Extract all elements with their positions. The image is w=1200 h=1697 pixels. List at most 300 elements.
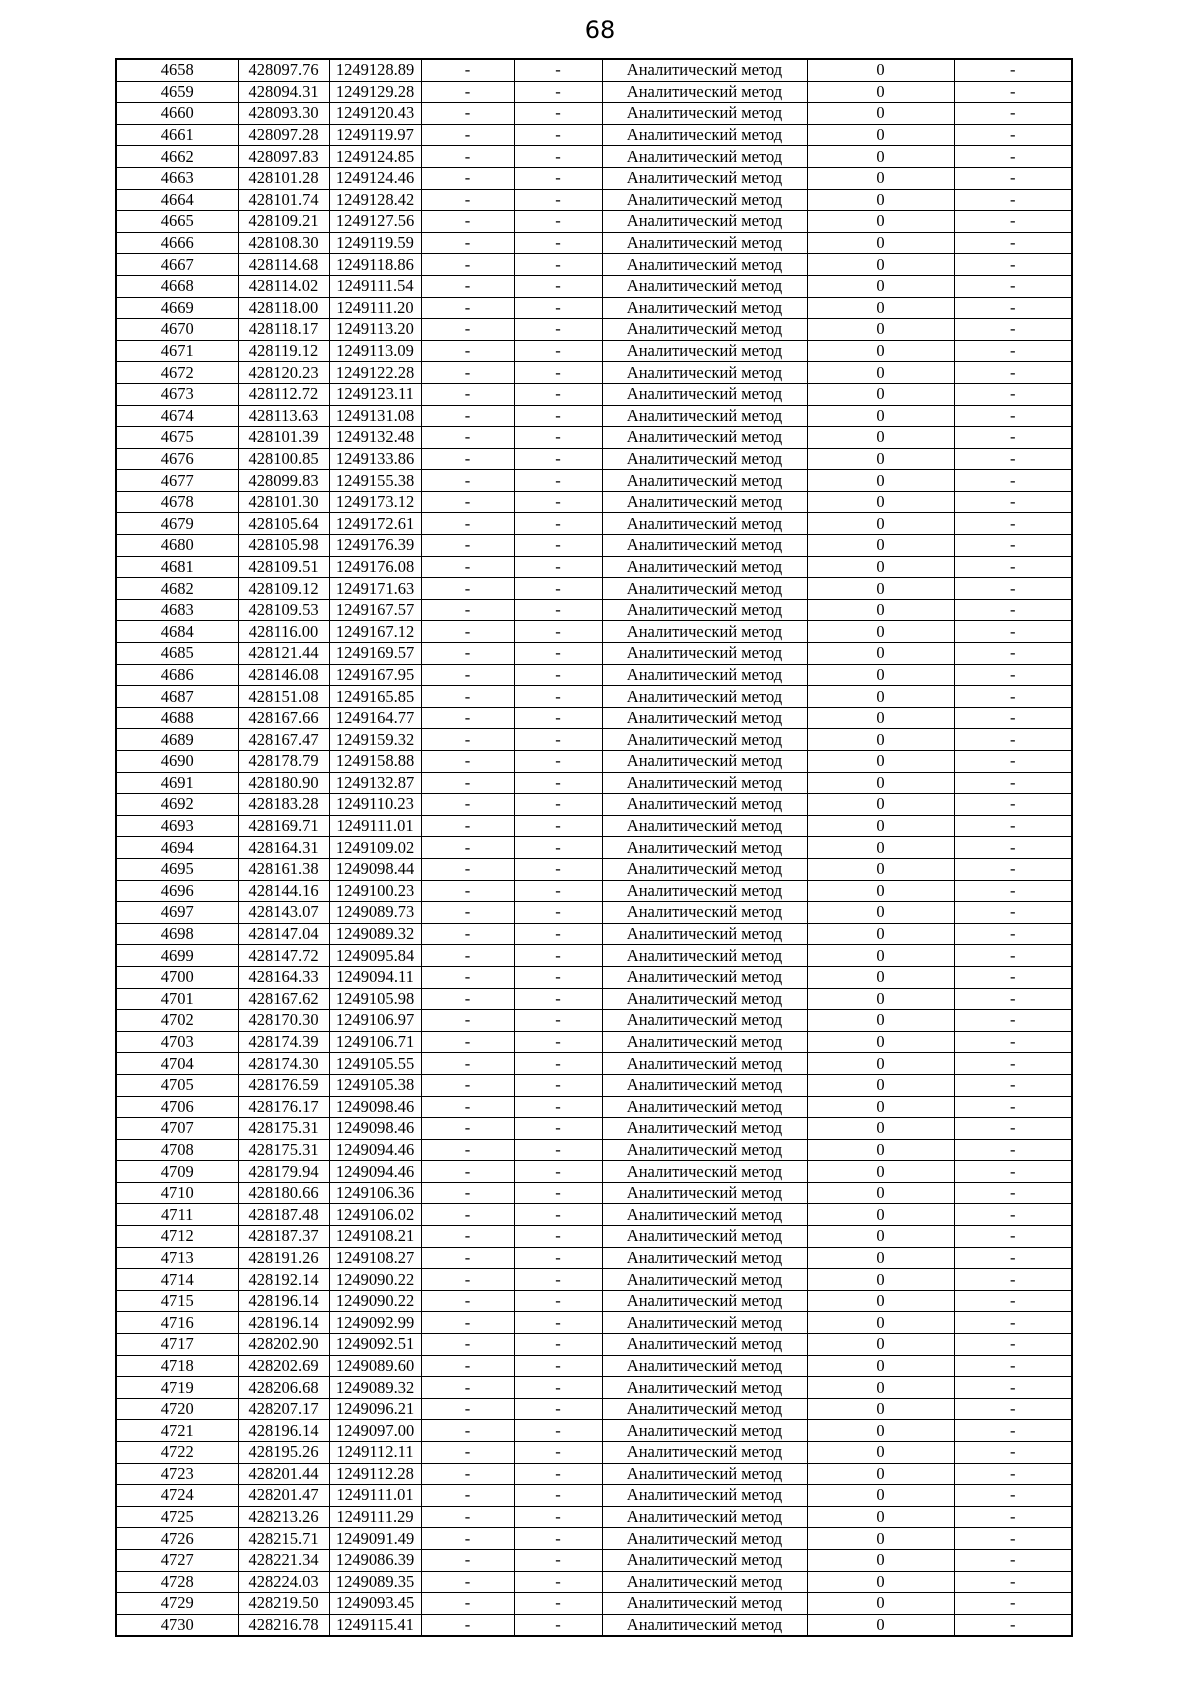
table-row: [116, 1593, 1072, 1615]
column-8-cell: -: [954, 1010, 1072, 1032]
table-row: [116, 902, 1072, 924]
column-4-cell: -: [421, 513, 514, 535]
table-row: [116, 1031, 1072, 1053]
column-5-cell: -: [514, 146, 602, 168]
y-coordinate-cell: 1249169.57: [329, 643, 421, 665]
point-number-cell: 4661: [116, 124, 238, 146]
y-coordinate-cell: 1249123.11: [329, 383, 421, 405]
accuracy-cell: 0: [807, 405, 954, 427]
y-coordinate-cell: 1249090.22: [329, 1269, 421, 1291]
column-5-cell: -: [514, 470, 602, 492]
column-4-cell: -: [421, 491, 514, 513]
column-4-cell: -: [421, 1355, 514, 1377]
y-coordinate-cell: 1249158.88: [329, 751, 421, 773]
table-row: [116, 1226, 1072, 1248]
table-row: [116, 81, 1072, 103]
x-coordinate-cell: 428175.31: [238, 1118, 329, 1140]
point-number-cell: 4669: [116, 297, 238, 319]
x-coordinate-cell: 428105.98: [238, 535, 329, 557]
column-4-cell: -: [421, 707, 514, 729]
y-coordinate-cell: 1249132.87: [329, 772, 421, 794]
accuracy-cell: 0: [807, 1118, 954, 1140]
x-coordinate-cell: 428178.79: [238, 751, 329, 773]
column-4-cell: -: [421, 470, 514, 492]
table-row: [116, 1528, 1072, 1550]
column-8-cell: -: [954, 1312, 1072, 1334]
accuracy-cell: 0: [807, 1593, 954, 1615]
column-4-cell: -: [421, 232, 514, 254]
accuracy-cell: 0: [807, 707, 954, 729]
accuracy-cell: 0: [807, 794, 954, 816]
x-coordinate-cell: 428108.30: [238, 232, 329, 254]
column-4-cell: -: [421, 1334, 514, 1356]
column-4-cell: -: [421, 880, 514, 902]
column-8-cell: -: [954, 858, 1072, 880]
point-number-cell: 4665: [116, 211, 238, 233]
accuracy-cell: 0: [807, 1161, 954, 1183]
accuracy-cell: 0: [807, 751, 954, 773]
point-number-cell: 4668: [116, 275, 238, 297]
table-row: [116, 1312, 1072, 1334]
y-coordinate-cell: 1249164.77: [329, 707, 421, 729]
accuracy-cell: 0: [807, 146, 954, 168]
accuracy-cell: 0: [807, 578, 954, 600]
column-5-cell: -: [514, 297, 602, 319]
column-8-cell: -: [954, 470, 1072, 492]
column-4-cell: -: [421, 297, 514, 319]
point-number-cell: 4724: [116, 1485, 238, 1507]
y-coordinate-cell: 1249167.95: [329, 664, 421, 686]
column-5-cell: -: [514, 59, 602, 81]
method-cell: Аналитический метод: [602, 1312, 807, 1334]
table-row: [116, 189, 1072, 211]
point-number-cell: 4676: [116, 448, 238, 470]
point-number-cell: 4667: [116, 254, 238, 276]
column-5-cell: -: [514, 103, 602, 125]
column-4-cell: -: [421, 254, 514, 276]
x-coordinate-cell: 428215.71: [238, 1528, 329, 1550]
table-row: [116, 794, 1072, 816]
column-8-cell: -: [954, 988, 1072, 1010]
method-cell: Аналитический метод: [602, 1377, 807, 1399]
y-coordinate-cell: 1249092.99: [329, 1312, 421, 1334]
accuracy-cell: 0: [807, 232, 954, 254]
point-number-cell: 4727: [116, 1549, 238, 1571]
accuracy-cell: 0: [807, 1312, 954, 1334]
column-8-cell: -: [954, 254, 1072, 276]
column-5-cell: -: [514, 837, 602, 859]
accuracy-cell: 0: [807, 1571, 954, 1593]
x-coordinate-cell: 428202.69: [238, 1355, 329, 1377]
column-8-cell: -: [954, 1463, 1072, 1485]
x-coordinate-cell: 428109.53: [238, 599, 329, 621]
column-8-cell: -: [954, 1614, 1072, 1636]
column-5-cell: -: [514, 1226, 602, 1248]
method-cell: Аналитический метод: [602, 1074, 807, 1096]
point-number-cell: 4693: [116, 815, 238, 837]
method-cell: Аналитический метод: [602, 837, 807, 859]
table-row: [116, 923, 1072, 945]
column-5-cell: -: [514, 1096, 602, 1118]
method-cell: Аналитический метод: [602, 254, 807, 276]
method-cell: Аналитический метод: [602, 491, 807, 513]
column-8-cell: -: [954, 923, 1072, 945]
y-coordinate-cell: 1249111.01: [329, 1485, 421, 1507]
column-5-cell: -: [514, 189, 602, 211]
table-row: [116, 513, 1072, 535]
accuracy-cell: 0: [807, 643, 954, 665]
column-5-cell: -: [514, 686, 602, 708]
y-coordinate-cell: 1249111.20: [329, 297, 421, 319]
table-row: [116, 275, 1072, 297]
point-number-cell: 4713: [116, 1247, 238, 1269]
column-4-cell: -: [421, 275, 514, 297]
column-8-cell: -: [954, 751, 1072, 773]
y-coordinate-cell: 1249110.23: [329, 794, 421, 816]
point-number-cell: 4721: [116, 1420, 238, 1442]
column-5-cell: -: [514, 729, 602, 751]
column-8-cell: -: [954, 1549, 1072, 1571]
x-coordinate-cell: 428169.71: [238, 815, 329, 837]
point-number-cell: 4720: [116, 1398, 238, 1420]
point-number-cell: 4664: [116, 189, 238, 211]
method-cell: Аналитический метод: [602, 1247, 807, 1269]
table-row: [116, 1053, 1072, 1075]
column-4-cell: -: [421, 1420, 514, 1442]
accuracy-cell: 0: [807, 1074, 954, 1096]
y-coordinate-cell: 1249086.39: [329, 1549, 421, 1571]
column-5-cell: -: [514, 1571, 602, 1593]
x-coordinate-cell: 428224.03: [238, 1571, 329, 1593]
accuracy-cell: 0: [807, 1247, 954, 1269]
column-4-cell: -: [421, 1161, 514, 1183]
column-8-cell: -: [954, 1139, 1072, 1161]
column-5-cell: -: [514, 1031, 602, 1053]
table-row: [116, 815, 1072, 837]
point-number-cell: 4695: [116, 858, 238, 880]
point-number-cell: 4717: [116, 1334, 238, 1356]
table-row: [116, 319, 1072, 341]
column-4-cell: -: [421, 643, 514, 665]
column-4-cell: -: [421, 1614, 514, 1636]
column-8-cell: -: [954, 556, 1072, 578]
x-coordinate-cell: 428100.85: [238, 448, 329, 470]
column-8-cell: -: [954, 340, 1072, 362]
x-coordinate-cell: 428196.14: [238, 1420, 329, 1442]
method-cell: Аналитический метод: [602, 470, 807, 492]
x-coordinate-cell: 428174.39: [238, 1031, 329, 1053]
method-cell: Аналитический метод: [602, 1571, 807, 1593]
column-8-cell: -: [954, 1096, 1072, 1118]
column-8-cell: -: [954, 124, 1072, 146]
column-5-cell: -: [514, 772, 602, 794]
column-5-cell: -: [514, 643, 602, 665]
table-row: [116, 729, 1072, 751]
x-coordinate-cell: 428183.28: [238, 794, 329, 816]
column-8-cell: -: [954, 664, 1072, 686]
point-number-cell: 4672: [116, 362, 238, 384]
point-number-cell: 4658: [116, 59, 238, 81]
column-5-cell: -: [514, 621, 602, 643]
point-number-cell: 4660: [116, 103, 238, 125]
column-5-cell: -: [514, 1593, 602, 1615]
method-cell: Аналитический метод: [602, 1355, 807, 1377]
x-coordinate-cell: 428170.30: [238, 1010, 329, 1032]
accuracy-cell: 0: [807, 1614, 954, 1636]
method-cell: Аналитический метод: [602, 1118, 807, 1140]
column-4-cell: -: [421, 988, 514, 1010]
y-coordinate-cell: 1249171.63: [329, 578, 421, 600]
column-5-cell: -: [514, 1161, 602, 1183]
x-coordinate-cell: 428206.68: [238, 1377, 329, 1399]
x-coordinate-cell: 428161.38: [238, 858, 329, 880]
x-coordinate-cell: 428097.28: [238, 124, 329, 146]
column-4-cell: -: [421, 664, 514, 686]
method-cell: Аналитический метод: [602, 1096, 807, 1118]
column-8-cell: -: [954, 1571, 1072, 1593]
column-8-cell: -: [954, 815, 1072, 837]
column-5-cell: -: [514, 751, 602, 773]
column-5-cell: -: [514, 815, 602, 837]
column-5-cell: -: [514, 513, 602, 535]
x-coordinate-cell: 428118.17: [238, 319, 329, 341]
column-8-cell: -: [954, 902, 1072, 924]
column-4-cell: -: [421, 1528, 514, 1550]
table-row: [116, 1010, 1072, 1032]
column-4-cell: -: [421, 902, 514, 924]
column-8-cell: -: [954, 1398, 1072, 1420]
y-coordinate-cell: 1249131.08: [329, 405, 421, 427]
column-4-cell: -: [421, 189, 514, 211]
table-row: [116, 1139, 1072, 1161]
accuracy-cell: 0: [807, 1463, 954, 1485]
table-row: [116, 1118, 1072, 1140]
method-cell: Аналитический метод: [602, 167, 807, 189]
accuracy-cell: 0: [807, 491, 954, 513]
column-4-cell: -: [421, 923, 514, 945]
point-number-cell: 4710: [116, 1182, 238, 1204]
table-row: [116, 1614, 1072, 1636]
method-cell: Аналитический метод: [602, 1204, 807, 1226]
point-number-cell: 4662: [116, 146, 238, 168]
column-4-cell: -: [421, 383, 514, 405]
column-5-cell: -: [514, 383, 602, 405]
accuracy-cell: 0: [807, 81, 954, 103]
point-number-cell: 4709: [116, 1161, 238, 1183]
method-cell: Аналитический метод: [602, 751, 807, 773]
accuracy-cell: 0: [807, 1182, 954, 1204]
y-coordinate-cell: 1249098.46: [329, 1096, 421, 1118]
y-coordinate-cell: 1249122.28: [329, 362, 421, 384]
column-8-cell: -: [954, 599, 1072, 621]
accuracy-cell: 0: [807, 837, 954, 859]
column-5-cell: -: [514, 535, 602, 557]
y-coordinate-cell: 1249129.28: [329, 81, 421, 103]
x-coordinate-cell: 428201.47: [238, 1485, 329, 1507]
x-coordinate-cell: 428187.48: [238, 1204, 329, 1226]
method-cell: Аналитический метод: [602, 1420, 807, 1442]
column-4-cell: -: [421, 1312, 514, 1334]
method-cell: Аналитический метод: [602, 297, 807, 319]
accuracy-cell: 0: [807, 1226, 954, 1248]
column-4-cell: -: [421, 124, 514, 146]
column-5-cell: -: [514, 124, 602, 146]
column-4-cell: -: [421, 362, 514, 384]
x-coordinate-cell: 428097.76: [238, 59, 329, 81]
x-coordinate-cell: 428175.31: [238, 1139, 329, 1161]
column-4-cell: -: [421, 405, 514, 427]
method-cell: Аналитический метод: [602, 448, 807, 470]
y-coordinate-cell: 1249094.46: [329, 1161, 421, 1183]
table-row: [116, 470, 1072, 492]
point-number-cell: 4722: [116, 1442, 238, 1464]
column-8-cell: -: [954, 59, 1072, 81]
table-row: [116, 556, 1072, 578]
table-row: [116, 1334, 1072, 1356]
y-coordinate-cell: 1249090.22: [329, 1290, 421, 1312]
y-coordinate-cell: 1249115.41: [329, 1614, 421, 1636]
x-coordinate-cell: 428144.16: [238, 880, 329, 902]
column-8-cell: -: [954, 1528, 1072, 1550]
x-coordinate-cell: 428101.39: [238, 427, 329, 449]
table-row: [116, 59, 1072, 81]
table-row: [116, 966, 1072, 988]
y-coordinate-cell: 1249133.86: [329, 448, 421, 470]
table-row: [116, 232, 1072, 254]
table-row: [116, 1247, 1072, 1269]
x-coordinate-cell: 428151.08: [238, 686, 329, 708]
x-coordinate-cell: 428213.26: [238, 1506, 329, 1528]
column-8-cell: -: [954, 1074, 1072, 1096]
column-8-cell: -: [954, 1506, 1072, 1528]
table-row: [116, 686, 1072, 708]
column-5-cell: -: [514, 556, 602, 578]
column-5-cell: -: [514, 1269, 602, 1291]
x-coordinate-cell: 428101.74: [238, 189, 329, 211]
table-row: [116, 103, 1072, 125]
column-8-cell: -: [954, 1226, 1072, 1248]
y-coordinate-cell: 1249108.27: [329, 1247, 421, 1269]
column-5-cell: -: [514, 578, 602, 600]
accuracy-cell: 0: [807, 1377, 954, 1399]
accuracy-cell: 0: [807, 340, 954, 362]
point-number-cell: 4706: [116, 1096, 238, 1118]
column-5-cell: -: [514, 1053, 602, 1075]
column-5-cell: -: [514, 1506, 602, 1528]
x-coordinate-cell: 428105.64: [238, 513, 329, 535]
accuracy-cell: 0: [807, 103, 954, 125]
column-5-cell: -: [514, 945, 602, 967]
column-4-cell: -: [421, 1074, 514, 1096]
x-coordinate-cell: 428120.23: [238, 362, 329, 384]
method-cell: Аналитический метод: [602, 1442, 807, 1464]
accuracy-cell: 0: [807, 988, 954, 1010]
column-5-cell: -: [514, 1334, 602, 1356]
method-cell: Аналитический метод: [602, 966, 807, 988]
x-coordinate-cell: 428109.21: [238, 211, 329, 233]
method-cell: Аналитический метод: [602, 1053, 807, 1075]
column-4-cell: -: [421, 427, 514, 449]
point-number-cell: 4684: [116, 621, 238, 643]
point-number-cell: 4670: [116, 319, 238, 341]
method-cell: Аналитический метод: [602, 1614, 807, 1636]
table-row: [116, 664, 1072, 686]
point-number-cell: 4659: [116, 81, 238, 103]
column-5-cell: -: [514, 1377, 602, 1399]
point-number-cell: 4681: [116, 556, 238, 578]
x-coordinate-cell: 428219.50: [238, 1593, 329, 1615]
column-8-cell: -: [954, 1442, 1072, 1464]
table-row: [116, 707, 1072, 729]
accuracy-cell: 0: [807, 1204, 954, 1226]
method-cell: Аналитический метод: [602, 1398, 807, 1420]
point-number-cell: 4726: [116, 1528, 238, 1550]
column-8-cell: -: [954, 297, 1072, 319]
column-8-cell: -: [954, 1334, 1072, 1356]
accuracy-cell: 0: [807, 1290, 954, 1312]
x-coordinate-cell: 428180.90: [238, 772, 329, 794]
method-cell: Аналитический метод: [602, 858, 807, 880]
column-8-cell: -: [954, 643, 1072, 665]
column-4-cell: -: [421, 1182, 514, 1204]
y-coordinate-cell: 1249127.56: [329, 211, 421, 233]
table-row: [116, 535, 1072, 557]
column-5-cell: -: [514, 448, 602, 470]
method-cell: Аналитический метод: [602, 923, 807, 945]
x-coordinate-cell: 428164.31: [238, 837, 329, 859]
point-number-cell: 4718: [116, 1355, 238, 1377]
column-4-cell: -: [421, 535, 514, 557]
column-4-cell: -: [421, 1053, 514, 1075]
x-coordinate-cell: 428216.78: [238, 1614, 329, 1636]
table-row: [116, 1290, 1072, 1312]
point-number-cell: 4730: [116, 1614, 238, 1636]
column-5-cell: -: [514, 1247, 602, 1269]
y-coordinate-cell: 1249097.00: [329, 1420, 421, 1442]
point-number-cell: 4723: [116, 1463, 238, 1485]
y-coordinate-cell: 1249098.44: [329, 858, 421, 880]
method-cell: Аналитический метод: [602, 81, 807, 103]
table-row: [116, 1096, 1072, 1118]
column-8-cell: -: [954, 362, 1072, 384]
method-cell: Аналитический метод: [602, 59, 807, 81]
table-row: [116, 621, 1072, 643]
method-cell: Аналитический метод: [602, 880, 807, 902]
table-row: [116, 1182, 1072, 1204]
column-8-cell: -: [954, 383, 1072, 405]
point-number-cell: 4714: [116, 1269, 238, 1291]
column-4-cell: -: [421, 837, 514, 859]
table-row: [116, 1485, 1072, 1507]
column-5-cell: -: [514, 1420, 602, 1442]
column-8-cell: -: [954, 1161, 1072, 1183]
point-number-cell: 4705: [116, 1074, 238, 1096]
column-4-cell: -: [421, 1269, 514, 1291]
accuracy-cell: 0: [807, 729, 954, 751]
column-4-cell: -: [421, 1463, 514, 1485]
column-8-cell: -: [954, 1118, 1072, 1140]
method-cell: Аналитический метод: [602, 772, 807, 794]
table-row: [116, 211, 1072, 233]
method-cell: Аналитический метод: [602, 1010, 807, 1032]
y-coordinate-cell: 1249167.57: [329, 599, 421, 621]
column-8-cell: -: [954, 405, 1072, 427]
column-8-cell: -: [954, 319, 1072, 341]
column-4-cell: -: [421, 729, 514, 751]
method-cell: Аналитический метод: [602, 1290, 807, 1312]
column-8-cell: -: [954, 513, 1072, 535]
y-coordinate-cell: 1249113.20: [329, 319, 421, 341]
